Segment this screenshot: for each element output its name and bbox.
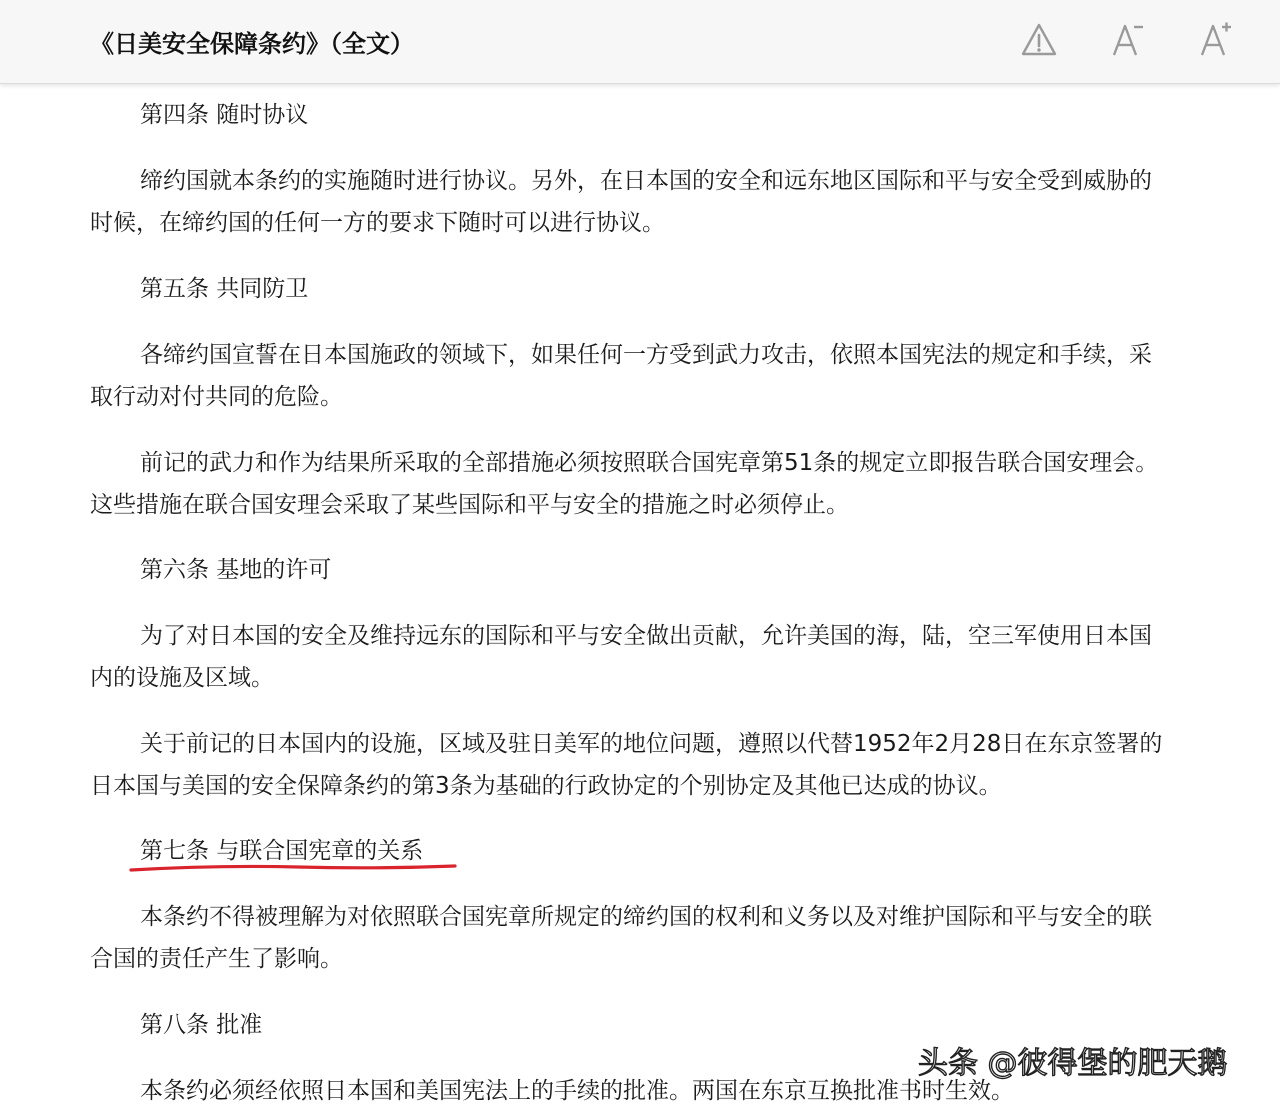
article-6-paragraph-1 — [90, 615, 1250, 699]
text-line: 为了对日本国的安全及维持远东的国际和平与安全做出贡献，允许美国的海，陆，空三军使用日本国 — [140, 623, 1152, 649]
text-line: 时候，在缔约国的任何一方的要求下随时可以进行协议。 — [90, 210, 665, 236]
warning-icon — [1015, 18, 1063, 62]
article-5-heading: 第五条 共同防卫 — [140, 276, 309, 302]
watermark-label: 头条 @彼得堡的肥天鹅 — [918, 1046, 1228, 1081]
article-4-paragraph — [90, 160, 1250, 244]
font-increase-icon — [1191, 18, 1239, 62]
text-line: 前记的武力和作为结果所采取的全部措施必须按照联合国宪章第51条的规定立即报告联合国安理会。 — [140, 450, 1159, 476]
article-7-paragraph — [90, 896, 1250, 980]
article-5-paragraph-2 — [90, 442, 1250, 526]
font-decrease-button[interactable] — [1103, 18, 1151, 62]
text-line: 合国的责任产生了影响。 — [90, 946, 343, 972]
text-line: 缔约国就本条约的实施随时进行协议。另外，在日本国的安全和远东地区国际和平与安全受到威胁的 — [140, 168, 1152, 194]
font-increase-button[interactable] — [1191, 18, 1239, 62]
text-line: 关于前记的日本国内的设施，区域及驻日美军的地位问题，遵照以代替1952年2月28日在东京签署的 — [140, 731, 1163, 757]
text-line: 取行动对付共同的危险。 — [90, 384, 343, 410]
text-line: 这些措施在联合国安理会采取了某些国际和平与安全的措施之时必须停止。 — [90, 492, 849, 518]
text-line: 内的设施及区域。 — [90, 665, 274, 691]
article-7-heading: 第七条 与联合国宪章的关系 — [140, 838, 424, 864]
font-decrease-icon — [1103, 18, 1151, 62]
report-button[interactable] — [1015, 18, 1063, 62]
text-line: 日本国与美国的安全保障条约的第3条为基础的行政协定的个别协定及其他已达成的协议。 — [90, 773, 1002, 799]
text-line: 各缔约国宣誓在日本国施政的领域下，如果任何一方受到武力攻击，依照本国宪法的规定和手续，采 — [140, 342, 1152, 368]
text-line: 本条约不得被理解为对依照联合国宪章所规定的缔约国的权利和义务以及对维护国际和平与安全的联 — [140, 904, 1152, 930]
page-title: 《日美安全保障条约》（全文） — [90, 30, 414, 58]
text-line: 本条约必须经依照日本国和美国宪法上的手续的批准。两国在东京互换批准书时生效。 — [140, 1078, 1014, 1104]
article-8-heading: 第八条 批准 — [140, 1012, 263, 1038]
article-4-heading: 第四条 随时协议 — [140, 102, 309, 128]
article-6-heading: 第六条 基地的许可 — [140, 557, 332, 583]
article-6-paragraph-2 — [90, 723, 1250, 807]
top-bar — [0, 0, 1280, 84]
article-5-paragraph-1 — [90, 334, 1250, 418]
